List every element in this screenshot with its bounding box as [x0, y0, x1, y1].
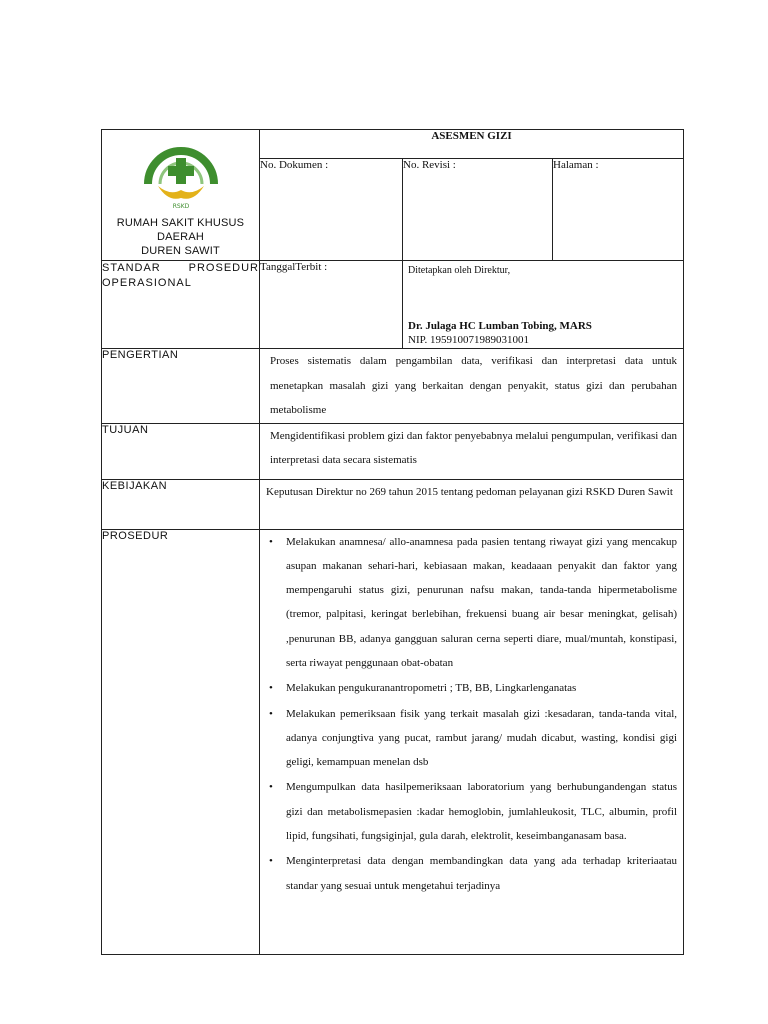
no-revisi-field: No. Revisi : — [403, 159, 553, 261]
no-dokumen-field: No. Dokumen : — [260, 159, 403, 261]
tanggal-terbit-field: TanggalTerbit : — [260, 261, 403, 349]
director-approval-cell — [403, 261, 684, 349]
sop-label: STANDAR PROSEDUR OPERASIONAL — [102, 261, 260, 349]
document-title: ASESMEN GIZI — [260, 130, 684, 159]
tujuan-cell — [260, 423, 684, 479]
kebijakan-cell — [260, 479, 684, 529]
prosedur-list — [260, 530, 683, 898]
tujuan-text: Mengidentifikasi problem gizi dan faktor penyebabnya melalui pengumpulan, verifikasi dan interpretasi data secara sistematis — [270, 429, 678, 466]
kebijakan-text: Keputusan Direktur no 269 tahun 2015 tentang pedoman pelayanan gizi RSKD Duren Sawit — [266, 485, 673, 498]
hospital-name: RUMAH SAKIT KHUSUS DAERAH DUREN SAWIT — [116, 217, 245, 257]
halaman-field: Halaman : — [553, 159, 684, 261]
pengertian-cell — [260, 349, 684, 424]
svg-text:RSKD: RSKD — [172, 203, 189, 210]
director-nip: NIP. 195910071989031001 — [408, 334, 530, 346]
pengertian-label: PENGERTIAN — [102, 349, 260, 424]
prosedur-label: PROSEDUR — [102, 529, 260, 954]
sop-table — [101, 129, 684, 955]
director-name: Dr. Julaga HC Lumban Tobing, MARS — [408, 320, 592, 332]
ditetapkan-label: Ditetapkan oleh Direktur, — [408, 265, 511, 276]
prosedur-item: • Mengumpulkan data hasilpemeriksaan laboratorium yang berhubungandengan status gizi dan metabolismepasien :kadar hemoglobin, jumlahleukosit, TLC, albumin, profil lipid, fungsihati, fungsiginjal, gula darah, elektrolit, keseimbanganasam basa. — [269, 781, 678, 843]
prosedur-item: • Melakukan anamnesa/ allo-anamnesa pada pasien tentang riwayat gizi yang mencakup asupan makanan sehari-hari, kebiasaan makan, keadaaan penyakit dan faktor yang mempengaruhi status gizi, penurunan nafsu makan, tanda-tanda hipermetabolisme (tremor, palpitasi, keringat berlebihan, frekuensi buang air besar meningkat, gelisah) ,penurunan BB, adanya gangguan saluran cerna seperti diare, mual/muntah, konstipasi, serta riwayat penggunaan obat-obatan — [269, 535, 678, 669]
prosedur-cell — [260, 529, 684, 954]
hospital-header-cell — [102, 130, 260, 261]
hospital-logo-icon — [142, 140, 220, 210]
prosedur-item: • Menginterpretasi data dengan membandingkan data yang ada terhadap kriteriaatau standar yang sesuai untuk mengetahui terjadinya — [269, 855, 678, 892]
prosedur-item: • Melakukan pengukuranantropometri ; TB, BB, Lingkarlenganatas — [269, 682, 577, 695]
tujuan-label: TUJUAN — [102, 423, 260, 479]
kebijakan-label: KEBIJAKAN — [102, 479, 260, 529]
pengertian-text: Proses sistematis dalam pengambilan data, verifikasi dan interpretasi data untuk menetapkan masalah gizi yang berkaitan dengan penyakit, status gizi dan perubahan metabolisme — [270, 355, 678, 416]
sop-document — [101, 129, 683, 954]
prosedur-item: • Melakukan pemeriksaan fisik yang terkait masalah gizi :kesadaran, tanda-tanda vital, adanya conjungtiva yang pucat, rambut jarang/ mudah dicabut, wasting, kondisi gigi geligi, kemampuan menelan dsb — [269, 707, 678, 769]
